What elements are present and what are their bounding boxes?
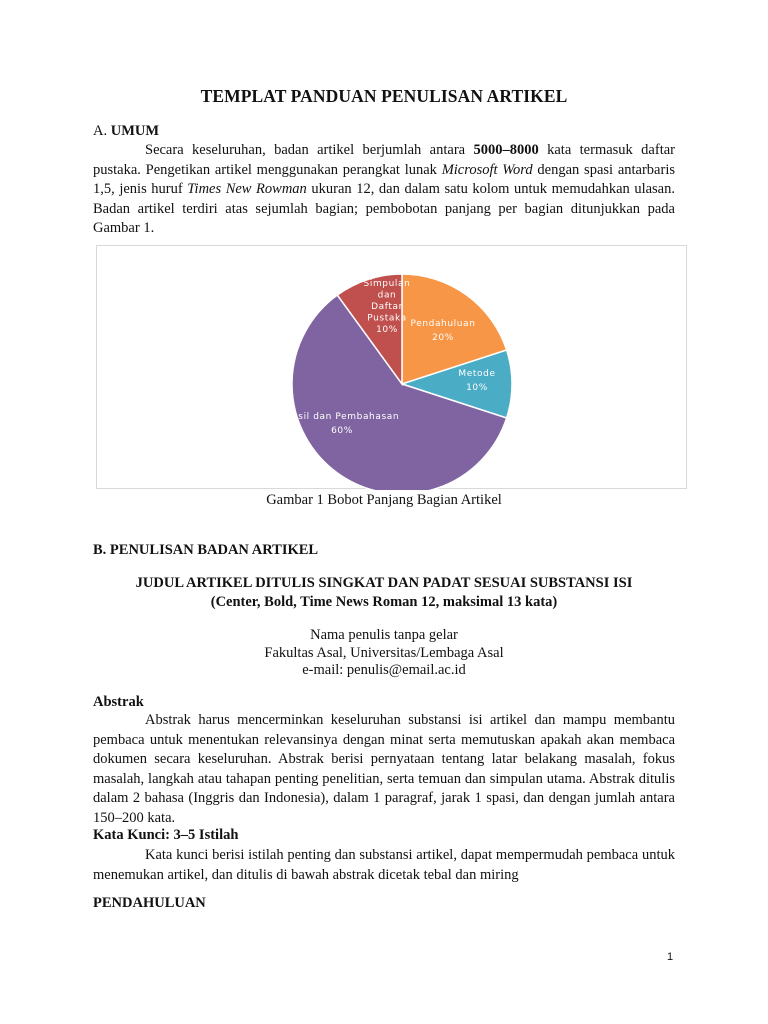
page-number: 1 xyxy=(667,951,674,963)
keywords-heading: Kata Kunci: 3–5 Istilah xyxy=(93,827,239,843)
pie-slice-label-line: Simpulan xyxy=(363,279,411,289)
pie-slice-label-line: 10% xyxy=(376,325,398,335)
pie-slice-label-line: 20% xyxy=(432,333,454,343)
section-a-paragraph xyxy=(93,141,675,239)
abstract-paragraph: Abstrak harus mencerminkan keseluruhan substansi isi artikel dan mampu membantu pembaca untuk menentukan relevansinya dengan minat serta memutuskan apakah akan membaca dokumen secara keseluruhan. Abstrak berisi pernyataan tentang latar belakang masalah, fokus masalah, langkah atau tahapan penting penelitian, serta temuan dan simpulan utama. Abstrak ditulis dalam 2 bahasa (Inggris dan Indonesia), dalam 1 paragraf, jarak 1 spasi, dan dengan jumlah antara 150–200 kata. xyxy=(93,712,675,826)
pendahuluan-heading: PENDAHULUAN xyxy=(93,895,206,911)
figure-caption: Gambar 1 Bobot Panjang Bagian Artikel xyxy=(266,492,502,508)
article-title: JUDUL ARTIKEL DITULIS SINGKAT DAN PADAT SESUAI SUBSTANSI ISI xyxy=(135,575,633,591)
word-count-range: 5000–8000 xyxy=(473,142,539,158)
para-text-1: Secara keseluruhan, badan artikel berjumlah antara xyxy=(145,142,474,158)
document-title: TEMPLAT PANDUAN PENULISAN ARTIKEL xyxy=(200,86,568,106)
para-text-3: dengan spasi antarbaris 1,5, jenis huruf xyxy=(93,161,675,198)
pie-slice-label-line: Pendahuluan xyxy=(410,319,476,329)
author-email: e-mail: penulis@email.ac.id xyxy=(302,662,466,678)
section-a-title: UMUM xyxy=(110,123,160,139)
keywords-paragraph: Kata kunci berisi istilah penting dan substansi artikel, dapat mempermudah pembaca untuk menemukan artikel, dan ditulis di bawah abstrak dicetak tebal dan miring xyxy=(93,847,675,883)
para-text-2: kata termasuk daftar pustaka. Pengetikan artikel menggunakan perangkat lunak xyxy=(93,142,675,178)
font-name: Times New Rowman xyxy=(187,181,307,198)
section-a-heading xyxy=(93,123,159,140)
pie-slice-label-line: Hasil dan Pembahasan xyxy=(284,412,400,422)
article-title-note: (Center, Bold, Time News Roman 12, maksimal 13 kata) xyxy=(210,594,558,610)
section-a-letter: A. xyxy=(93,123,108,139)
author-affiliation: Fakultas Asal, Universitas/Lembaga Asal xyxy=(264,645,504,661)
pie-slice-label-line: dan xyxy=(377,290,397,301)
pie-slice-label-line: 60% xyxy=(331,426,353,436)
pie-slice-label-line: Pustaka xyxy=(367,313,407,324)
para-text-4: ukuran 12, dan dalam satu kolom untuk memudahkan ulasan. Badan artikel terdiri atas sejumlah bagian; pembobotan panjang per bagian ditunjukkan pada Gambar 1. xyxy=(93,181,675,237)
software-name: Microsoft Word xyxy=(441,161,533,178)
section-b-heading: B. PENULISAN BADAN ARTIKEL xyxy=(93,542,319,558)
author-name: Nama penulis tanpa gelar xyxy=(310,627,458,643)
pie-chart-figure xyxy=(96,245,687,489)
abstract-heading: Abstrak xyxy=(93,694,144,710)
pie-chart xyxy=(97,246,688,490)
pie-slice-label-line: Metode xyxy=(458,369,496,379)
pie-slice-label-line: Daftar xyxy=(371,302,403,312)
pie-slice-label-line: 10% xyxy=(466,383,488,393)
